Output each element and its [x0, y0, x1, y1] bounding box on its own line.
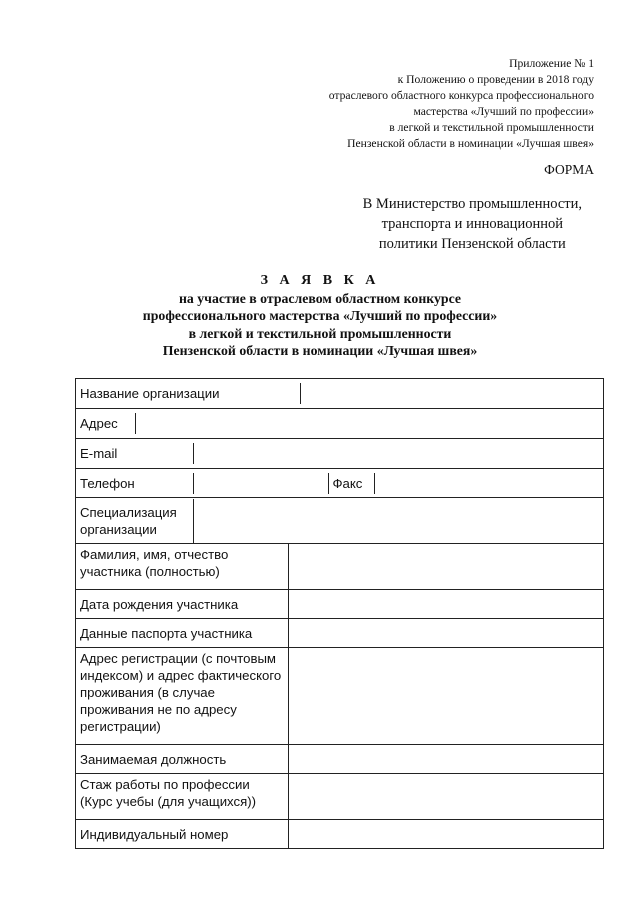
table-row — [76, 498, 604, 544]
email-label: E-mail — [80, 446, 118, 461]
table-row — [76, 774, 604, 820]
table-row — [76, 648, 604, 745]
table-row — [76, 544, 604, 590]
fax-label: Факс — [328, 473, 374, 494]
document-title — [0, 272, 640, 360]
table-row — [76, 379, 604, 409]
title-line: в легкой и текстильной промышленности — [188, 325, 452, 341]
passport-label: Данные паспорта участника — [76, 619, 289, 648]
full-name-label: Фамилия, имя, отчество участника (полностью) — [76, 544, 289, 590]
individual-number-field[interactable] — [289, 820, 604, 849]
application-table — [75, 378, 604, 849]
org-name-label: Название организации — [80, 386, 220, 401]
position-field[interactable] — [289, 745, 604, 774]
registration-address-field[interactable] — [289, 648, 604, 745]
table-row — [76, 469, 604, 498]
appendix-line: мастерства «Лучший по профессии» — [413, 105, 594, 118]
org-name-field[interactable] — [300, 383, 603, 404]
birth-date-label: Дата рождения участника — [76, 590, 289, 619]
appendix-line: к Положению о проведении в 2018 году — [397, 73, 594, 86]
table-row — [76, 439, 604, 469]
registration-address-label: Адрес регистрации (с почтовым индексом) и адрес фактического проживания (в случае проживания не по адресу регистрации) — [76, 648, 289, 745]
email-field[interactable] — [193, 443, 603, 464]
title-line: Пензенской области в номинации «Лучшая швея» — [162, 343, 478, 358]
phone-field[interactable] — [193, 473, 328, 494]
form-label: ФОРМА — [544, 162, 594, 177]
specialization-label: Специализация организации — [80, 504, 177, 537]
addressee-line: транспорта и инновационной — [381, 216, 563, 232]
addressee-line: политики Пензенской области — [378, 236, 566, 252]
table-row — [76, 590, 604, 619]
birth-date-field[interactable] — [289, 590, 604, 619]
individual-number-label: Индивидуальный номер — [76, 820, 289, 849]
specialization-field[interactable] — [193, 499, 603, 543]
address-field[interactable] — [135, 413, 603, 434]
title-line: профессионального мастерства «Лучший по профессии» — [142, 308, 498, 323]
full-name-field[interactable] — [289, 544, 604, 590]
appendix-line: отраслевого областного конкурса профессионального — [328, 89, 594, 102]
addressee — [363, 194, 582, 254]
addressee-line: В Министерство промышленности, — [362, 196, 582, 212]
title-main: З А Я В К А — [260, 273, 380, 288]
appendix-note — [329, 56, 594, 152]
address-label: Адрес — [80, 416, 118, 431]
experience-field[interactable] — [289, 774, 604, 820]
table-row — [76, 820, 604, 849]
position-label: Занимаемая должность — [76, 745, 289, 774]
fax-field[interactable] — [374, 473, 603, 494]
phone-label: Телефон — [80, 475, 135, 491]
appendix-line: Пензенской области в номинации «Лучшая швея» — [347, 137, 594, 150]
appendix-line: Приложение № 1 — [509, 57, 594, 70]
title-line: на участие в отраслевом областном конкурсе — [178, 290, 462, 306]
table-row — [76, 619, 604, 648]
table-row — [76, 409, 604, 439]
experience-label: Стаж работы по профессии (Курс учебы (для учащихся)) — [76, 774, 289, 820]
passport-field[interactable] — [289, 619, 604, 648]
table-row — [76, 745, 604, 774]
appendix-line: в легкой и текстильной промышленности — [389, 121, 594, 134]
